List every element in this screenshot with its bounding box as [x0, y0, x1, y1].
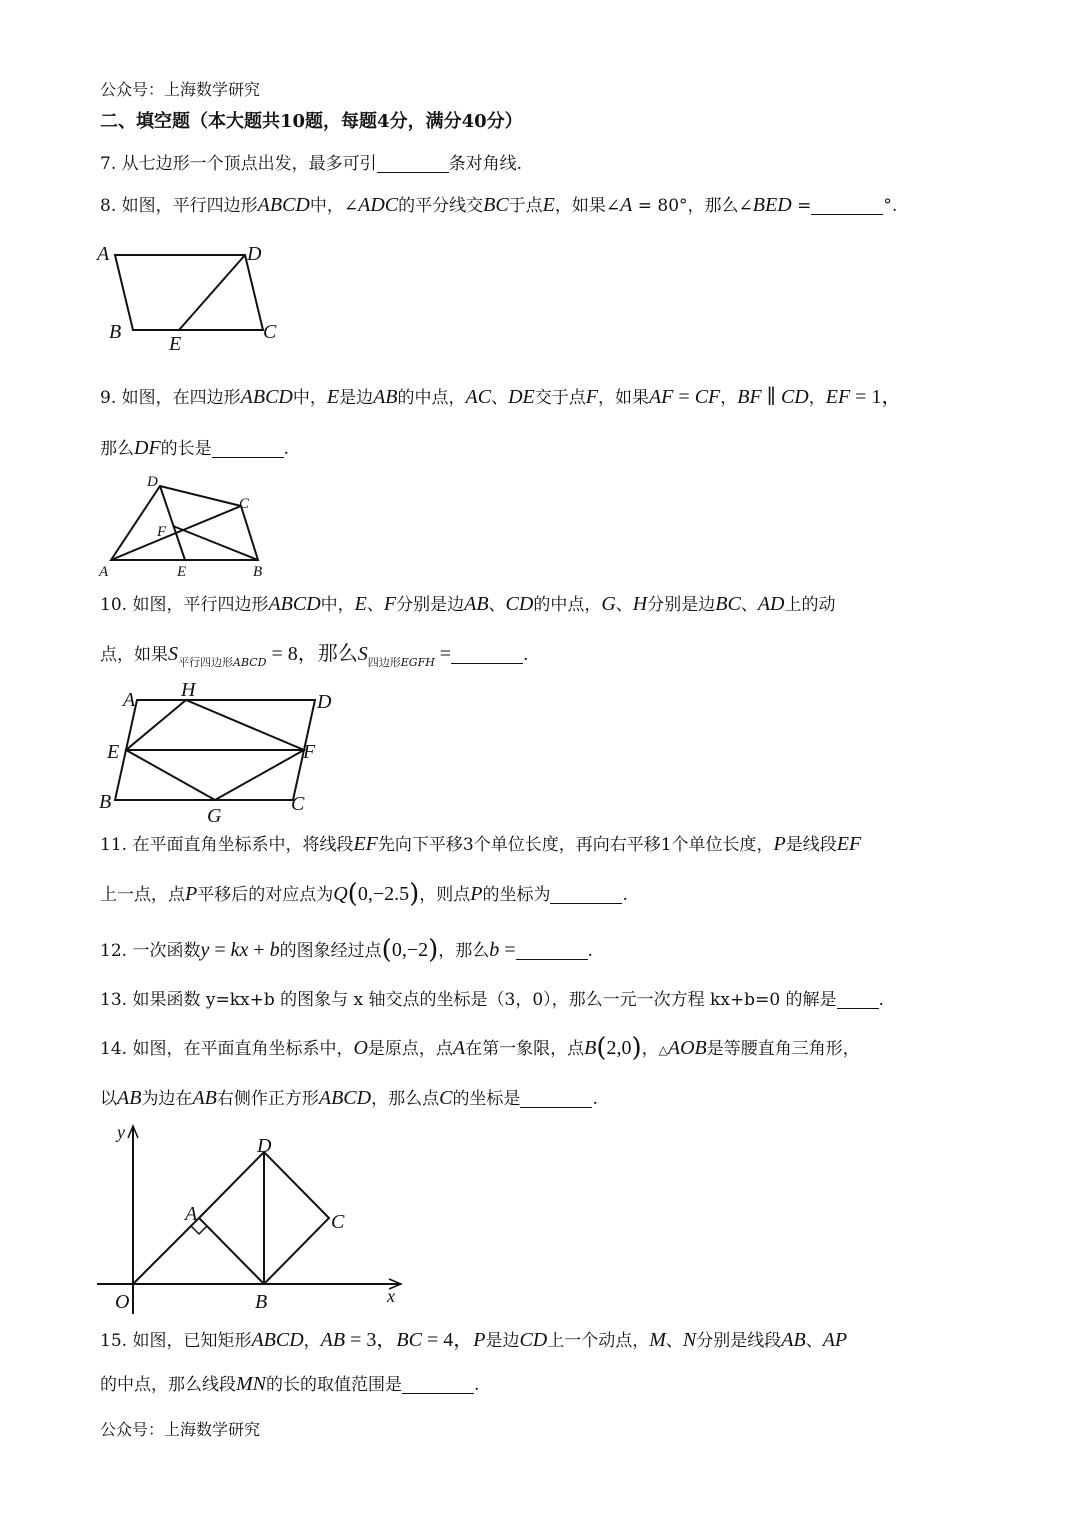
figure-coordinate-square	[95, 1118, 415, 1314]
figure-quadrilateral-abcd	[95, 470, 285, 582]
svg-text:E: E	[107, 741, 120, 763]
svg-text:A: A	[97, 243, 110, 265]
svg-text:C: C	[263, 321, 277, 343]
svg-text:D: D	[147, 474, 158, 490]
svg-text:F: F	[157, 524, 167, 540]
page-footer: 公众号：上海数学研究	[100, 1420, 261, 1439]
question-8: 8. 如图，平行四边形ABCD中，∠ADC的平分线交BC于点E，如果∠A = 80°，那么∠BED = °.	[100, 194, 898, 216]
figure-parallelogram-abcd	[95, 238, 295, 358]
question-14-line2: 以AB为边在AB右侧作正方形ABCD，那么点C的坐标是 .	[100, 1087, 598, 1109]
svg-text:B: B	[109, 321, 122, 343]
svg-text:x: x	[387, 1286, 395, 1306]
svg-text:E: E	[169, 333, 182, 355]
svg-text:A: A	[185, 1203, 198, 1225]
svg-text:A: A	[99, 564, 109, 580]
page-header: 公众号：上海数学研究	[100, 80, 261, 99]
question-14: 14. 如图，在平面直角坐标系中，O是原点，点A在第一象限，点B(2,0)，△AOB是等腰直角三角形，	[100, 1033, 860, 1063]
svg-text:E: E	[177, 564, 187, 580]
question-10: 10. 如图，平行四边形ABCD中，E、F分别是边AB、CD的中点，G、H分别是边BC、AD上的动	[100, 593, 836, 615]
question-7: 7. 从七边形一个顶点出发，最多可引 条对角线.	[100, 154, 523, 174]
svg-text:B: B	[255, 1291, 268, 1313]
question-11-line2: 上一点，点P平移后的对应点为Q(0,−2.5)，则点P的坐标为 .	[100, 879, 628, 909]
svg-text:C: C	[331, 1211, 345, 1233]
question-9-line2: 那么DF的长是 .	[100, 437, 290, 459]
answer-blank[interactable]	[377, 154, 449, 173]
answer-blank[interactable]	[451, 645, 523, 664]
svg-text:C: C	[291, 793, 305, 815]
question-15-line2: 的中点，那么线段MN的长的取值范围是 .	[100, 1373, 480, 1395]
svg-text:H: H	[181, 679, 196, 701]
svg-text:F: F	[303, 741, 316, 763]
section-title: 二、填空题（本大题共10题，每题4分，满分40分）	[100, 111, 523, 132]
answer-blank[interactable]	[837, 990, 879, 1009]
svg-text:O: O	[115, 1291, 130, 1313]
svg-text:A: A	[123, 689, 136, 711]
question-10-line2: 点，如果$S_{平行四边形ABCD} = 8$，那么$S_{四边形EGFH}$ = .	[100, 643, 529, 669]
svg-text:D: D	[317, 691, 332, 713]
question-13: 13. 如果函数 y=kx+b 的图象与 x 轴交点的坐标是（3，0），那么一元一次方程 kx+b=0 的解是 .	[100, 990, 884, 1010]
question-11: 11. 在平面直角坐标系中，将线段EF先向下平移3个单位长度，再向右平移1个单位长度，P是线段EF	[100, 833, 862, 855]
svg-text:y: y	[117, 1122, 125, 1142]
svg-text:B: B	[99, 791, 112, 813]
svg-text:D: D	[247, 243, 262, 265]
svg-text:D: D	[257, 1135, 272, 1157]
svg-text:B: B	[253, 564, 263, 580]
svg-text:G: G	[207, 805, 222, 827]
answer-blank[interactable]	[402, 1375, 474, 1394]
answer-blank[interactable]	[516, 941, 588, 960]
svg-text:C: C	[239, 496, 250, 512]
answer-blank[interactable]	[550, 885, 622, 904]
answer-blank[interactable]	[212, 439, 284, 458]
answer-blank[interactable]	[520, 1089, 592, 1108]
figure-parallelogram-egfh	[95, 678, 345, 828]
question-12: 12. 一次函数y = kx + b的图象经过点(0,−2)，那么b = .	[100, 935, 593, 965]
question-9: 9. 如图，在四边形ABCD中，E是边AB的中点，AC、DE交于点F，如果AF = CF，BF ∥ CD，EF = 1，	[100, 386, 902, 408]
answer-blank[interactable]	[811, 196, 883, 215]
question-15: 15. 如图，已知矩形ABCD，AB = 3，BC = 4，P是边CD上一个动点，M、N分别是线段AB、AP	[100, 1329, 848, 1351]
